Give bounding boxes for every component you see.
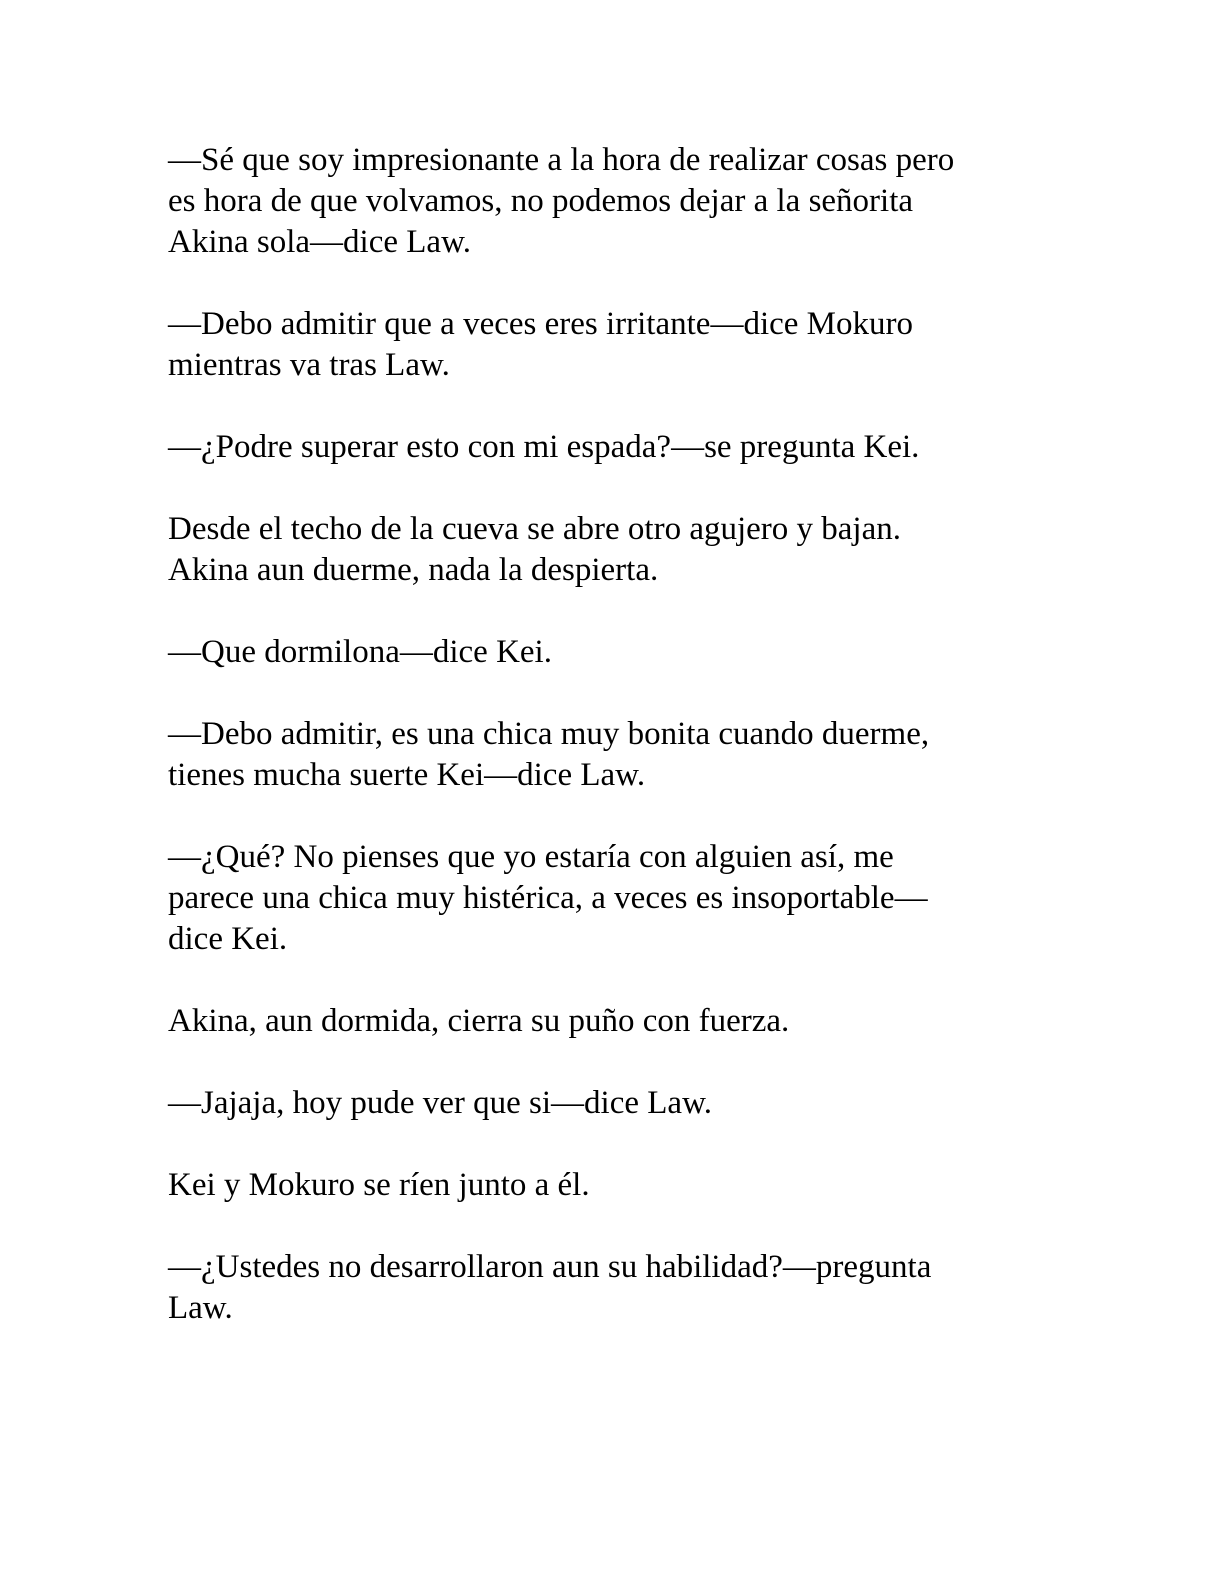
paragraph-9: —Jajaja, hoy pude ver que si—dice Law. xyxy=(168,1085,713,1121)
paragraph-11: —¿Ustedes no desarrollaron aun su habilidad?—pregunta Law. xyxy=(168,1249,932,1326)
paragraph-1: —Sé que soy impresionante a la hora de realizar cosas pero es hora de que volvamos, no podemos dejar a la señorita Akina sola—dice Law. xyxy=(168,142,955,260)
paragraph-7: —¿Qué? No pienses que yo estaría con alguien así, me parece una chica muy histérica, a veces es insoportable— dice Kei. xyxy=(168,839,928,957)
paragraph-4: Desde el techo de la cueva se abre otro agujero y bajan. Akina aun duerme, nada la despierta. xyxy=(168,511,901,588)
paragraph-2: —Debo admitir que a veces eres irritante—dice Mokuro mientras va tras Law. xyxy=(168,306,913,383)
paragraph-10: Kei y Mokuro se ríen junto a él. xyxy=(168,1167,590,1203)
paragraph-6: —Debo admitir, es una chica muy bonita cuando duerme, tienes mucha suerte Kei—dice Law. xyxy=(168,716,930,793)
paragraph-8: Akina, aun dormida, cierra su puño con fuerza. xyxy=(168,1003,790,1039)
paragraph-3: —¿Podre superar esto con mi espada?—se pregunta Kei. xyxy=(168,429,920,465)
document-page xyxy=(168,140,1048,1370)
paragraph-5: —Que dormilona—dice Kei. xyxy=(168,634,552,670)
